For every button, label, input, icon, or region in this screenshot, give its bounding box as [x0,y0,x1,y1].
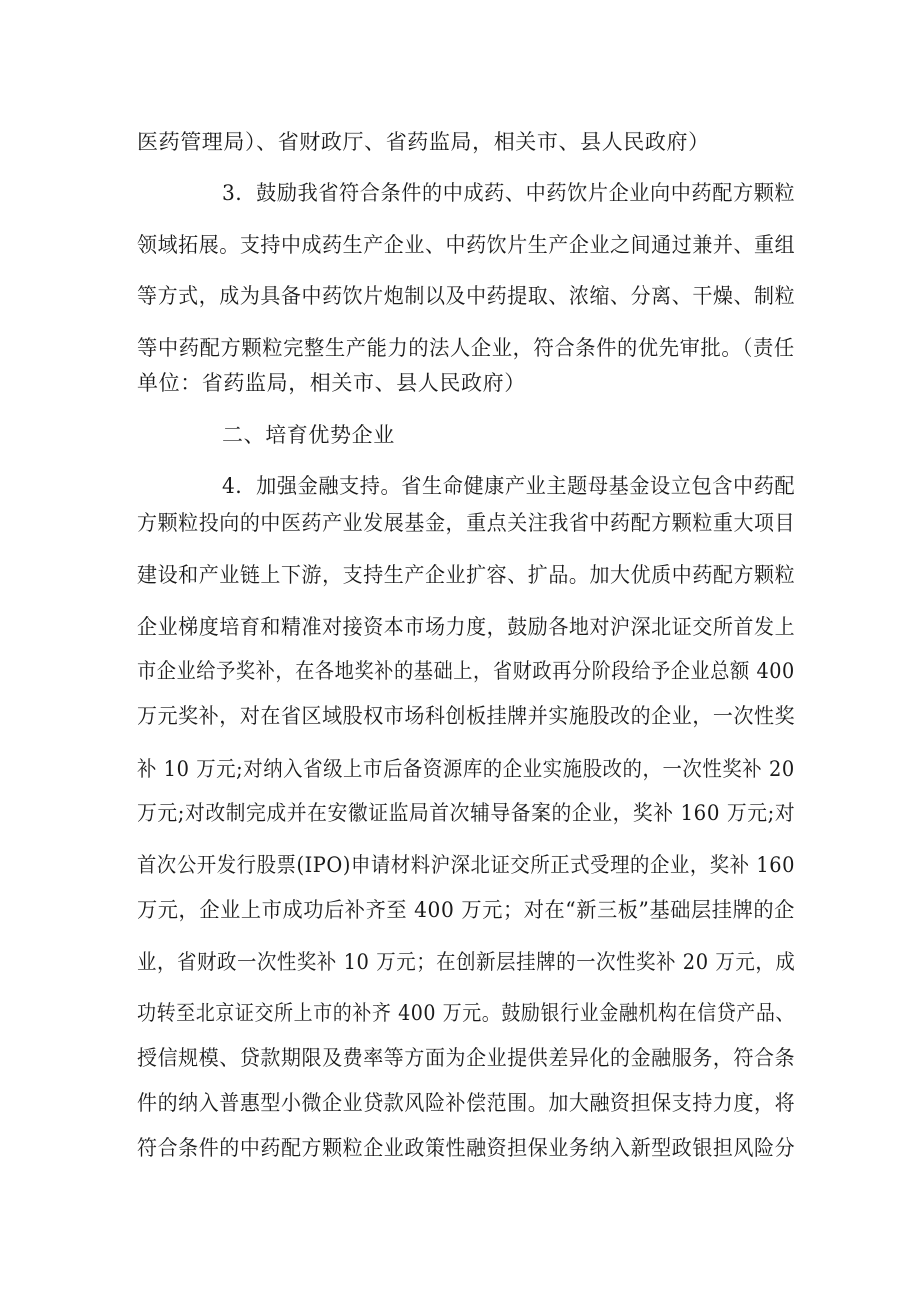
text-line-15: 万元;对改制完成并在安徽证监局首次辅导备案的企业，奖补 160 万元;对 [137,801,796,825]
text-line-12: 市企业给予奖补，在各地奖补的基础上，省财政再分阶段给予企业总额 400 [137,659,795,683]
text-line-1: 医药管理局）、省财政厅、省药监局，相关市、县人民政府） [137,130,710,154]
text-line-13: 万元奖补，对在省区域股权市场科创板挂牌并实施股改的企业，一次性奖 [137,704,796,728]
text-line-14: 补 10 万元;对纳入省级上市后备资源库的企业实施股改的，一次性奖补 20 [137,757,795,781]
text-line-21: 件的纳入普惠型小微企业贷款风险补偿范围。加大融资担保支持力度，将 [137,1091,796,1115]
text-line-10: 建设和产业链上下游，支持生产企业扩容、扩品。加大优质中药配方颗粒 [137,563,796,587]
text-line-16: 首次公开发行股票(IPO)申请材料沪深北证交所正式受理的企业，奖补 160 [137,853,796,877]
text-line-17: 万元，企业上市成功后补齐至 400 万元；对在“新三板”基础层挂牌的企 [137,898,795,922]
text-line-6: 单位：省药监局，相关市、县人民政府） [137,371,526,395]
text-line-5: 等中药配方颗粒完整生产能力的法人企业，符合条件的优先审批。（责任 [137,336,795,360]
text-line-22: 符合条件的中药配方颗粒企业政策性融资担保业务纳入新型政银担风险分 [137,1136,796,1160]
item-3-heading-line: 3．鼓励我省符合条件的中成药、中药饮片企业向中药配方颗粒 [222,181,796,205]
text-line-9: 方颗粒投向的中医药产业发展基金，重点关注我省中药配方颗粒重大项目 [137,511,796,535]
section-heading: 二、培育优势企业 [222,423,395,447]
text-line-18: 业，省财政一次性奖补 10 万元；在创新层挂牌的一次性奖补 20 万元，成 [137,950,796,974]
text-line-11: 企业梯度培育和精准对接资本市场力度，鼓励各地对沪深北证交所首发上 [137,615,796,639]
text-line-19: 功转至北京证交所上市的补齐 400 万元。鼓励银行业金融机构在信贷产品、 [137,1001,796,1025]
item-4-heading-line: 4．加强金融支持。省生命健康产业主题母基金设立包含中药配 [222,474,796,498]
text-line-4: 等方式，成为具备中药饮片炮制以及中药提取、浓缩、分离、干燥、制粒 [137,284,796,308]
text-line-20: 授信规模、贷款期限及费率等方面为企业提供差异化的金融服务，符合条 [137,1046,796,1070]
text-line-3: 领域拓展。支持中成药生产企业、中药饮片生产企业之间通过兼并、重组 [137,233,796,257]
